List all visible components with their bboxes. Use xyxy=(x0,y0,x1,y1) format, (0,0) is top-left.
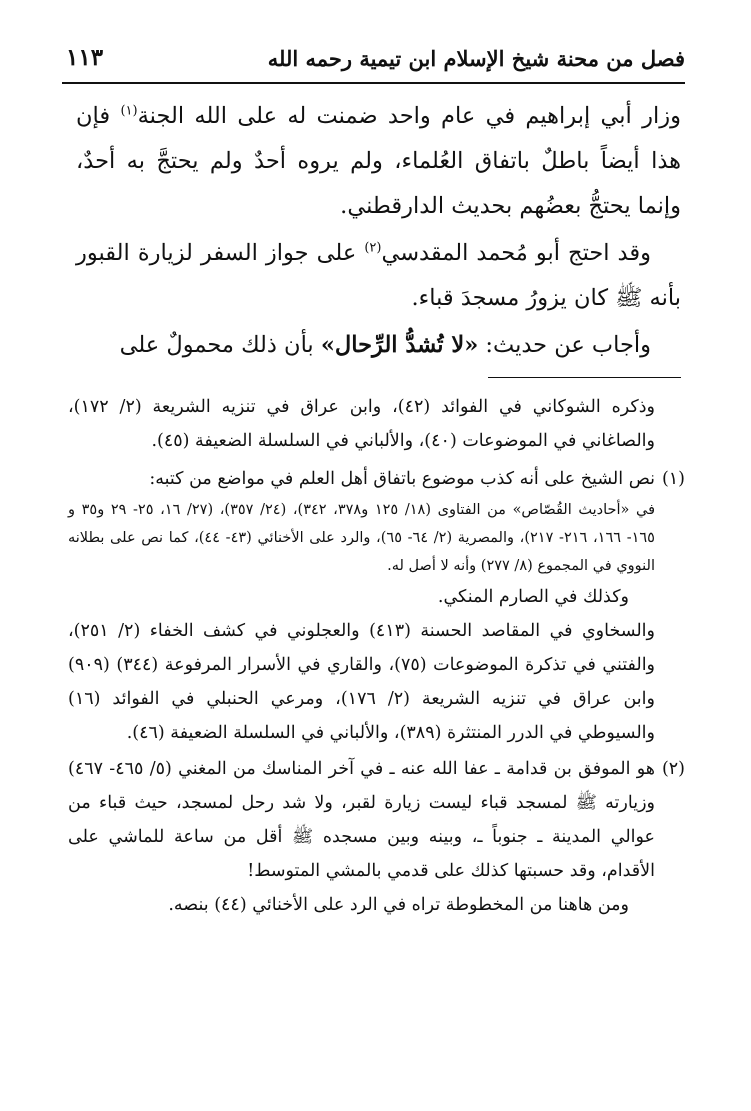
paragraph-1-start: وزار أبي إبراهيم في عام واحد ضمنت له على الله الجنة xyxy=(137,103,681,129)
footnote-2-marker: (٢) xyxy=(661,759,685,779)
footnotes xyxy=(68,390,685,922)
paragraph-2 xyxy=(76,231,681,321)
paragraph-3 xyxy=(76,323,681,368)
footnote-1-marker: (١) xyxy=(661,469,685,489)
footnote-1-references: في «أحاديث القُصّاص» من الفتاوى (١٨/ ١٢٥ و٣٧٨، ٣٤٢)، (٢٤/ ٣٥٧)، (٢٧/ ١٦، ٢٥- ٢٩ و٣٥ و ١٦٥- ١٦٦، ٢١٦- ٢١٧)، والمصرية (٢/ ٦٤- ٦٥)، والرد على الأخنائي (٤٣- ٤٤)، كما نص على بطلانه النووي في المجموع (٨/ ٢٧٧) وأنه لا أصل له. xyxy=(68,502,656,574)
main-text xyxy=(76,94,681,368)
page-number: ١١٣ xyxy=(66,44,104,71)
footnote-ref-2: (٢) xyxy=(364,240,382,256)
header-title: فصل من محنة شيخ الإسلام ابن تيمية رحمه الله xyxy=(267,46,685,71)
paragraph-1-end: فإن هذا أيضاً باطلٌ باتفاق العُلماء، ولم يروه أحدٌ ولم يحتجَّ به أحدٌ، وإنما يحتجُّ بعضُهم بحديث الدارقطني. xyxy=(76,103,681,219)
paragraph-3-end: بأن ذلك محمولٌ على xyxy=(119,332,321,358)
hadith-quote: «لا تُشدُّ الرِّحال» xyxy=(320,332,479,358)
footnote-1-more: والسخاوي في المقاصد الحسنة (٤١٣) والعجلوني في كشف الخفاء (٢/ ٢٥١)، والفتني في تذكرة الموضوعات (٧٥)، والقاري في الأسرار المرفوعة (٣٤٤) (٩٠٩) وابن عراق في تنزيه الشريعة (٢/ ١٧٦)، ومرعي الحنبلي في الفوائد (١٦) والسيوطي في الدرر المنتثرة (٣٨٩)، والألباني في السلسلة الضعيفة (٤٦). xyxy=(68,621,656,743)
footnote-ref-1: (١) xyxy=(120,103,138,119)
footnote-1-text: نص الشيخ على أنه كذب موضوع باتفاق أهل العلم في مواضع من كتبه: xyxy=(149,469,655,489)
running-header xyxy=(62,38,685,84)
footnote-1-also: وكذلك في الصارم المنكي. xyxy=(437,587,629,607)
paragraph-2-end: على جواز السفر لزيارة القبور بأنه ﷺ كان يزورُ مسجدَ قباء. xyxy=(76,240,681,311)
footnote-2-after: ومن هاهنا من المخطوطة تراه في الرد على الأخنائي (٤٤) بنصه. xyxy=(168,895,629,915)
footnote-carryover: وذكره الشوكاني في الفوائد (٤٢)، وابن عراق في تنزيه الشريعة (٢/ ١٧٢)، والصاغاني في الموضوعات (٤٠)، والألباني في السلسلة الضعيفة (٤٥). xyxy=(68,397,656,451)
footnote-1 xyxy=(68,462,685,580)
footnote-2 xyxy=(68,752,685,888)
footnote-2-text: هو الموفق بن قدامة ـ عفا الله عنه ـ في آخر المناسك من المغني (٥/ ٤٦٥- ٤٦٧) وزيارته ﷺ لمسجد قباء ليست زيارة لقبر، ولا شد رحل لمسجد، حيث قباء من عوالي المدينة ـ جنوباً ـ، وبينه وبين مسجده ﷺ أقل من ساعة للماشي على الأقدام، وقد حسبتها كذلك على قدمي بالمشي المتوسط! xyxy=(68,759,655,881)
footnote-separator xyxy=(488,377,681,378)
paragraph-2-start: وقد احتج أبو مُحمد المقدسي xyxy=(381,240,651,266)
paragraph-1 xyxy=(76,94,681,229)
paragraph-3-start: وأجاب عن حديث: xyxy=(478,332,651,358)
